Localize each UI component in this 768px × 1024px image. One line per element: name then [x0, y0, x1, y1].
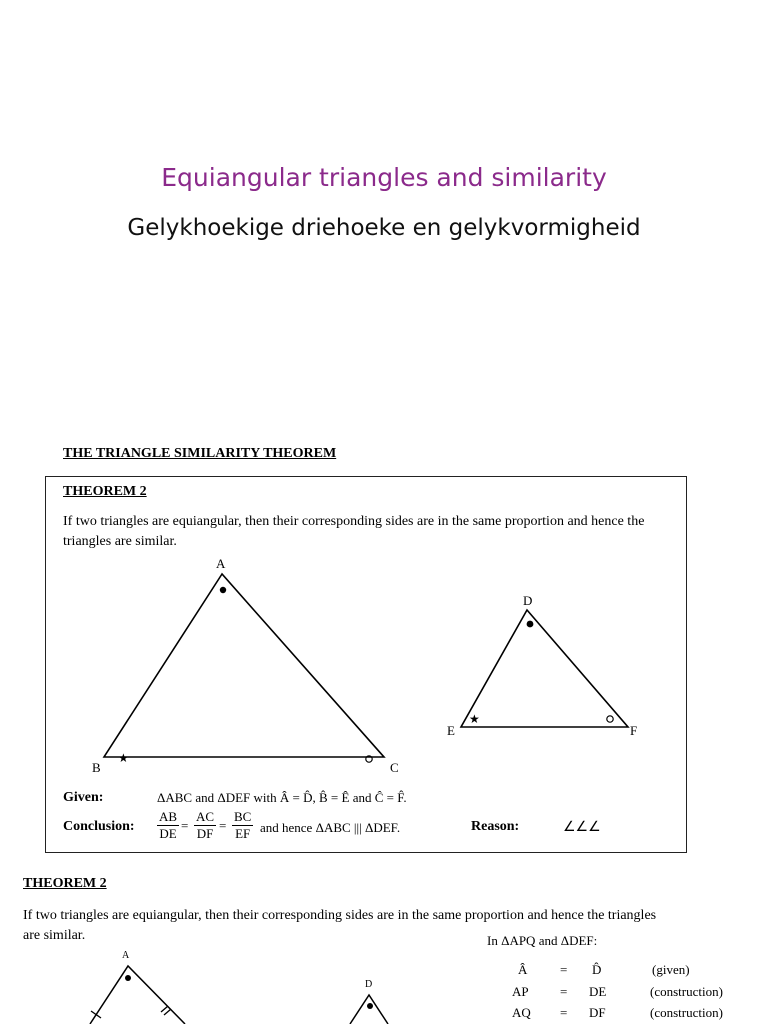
proof-row: [500, 962, 750, 980]
proof-row: [500, 1005, 750, 1023]
vertex-label-e: E: [447, 723, 455, 738]
proof-right: D̂: [592, 962, 602, 977]
given-value: ΔABC and ΔDEF with Â = D̂, B̂ = Ê and Ĉ = F̂.: [157, 790, 407, 805]
conclusion-label: Conclusion:: [63, 819, 135, 834]
fraction-denominator: DF: [196, 826, 214, 841]
tick-mark-aq-1: [161, 1006, 168, 1012]
vertex-label-d-2: D: [365, 979, 373, 990]
angle-e-star-marker: ★: [469, 712, 480, 726]
reason-value: ∠∠∠: [563, 820, 601, 835]
reason-label: Reason:: [471, 819, 520, 834]
proof-left: Â: [518, 962, 528, 977]
vertex-label-a: A: [216, 556, 226, 571]
fraction-ab-de: [157, 809, 179, 842]
triangle-apq-partial: [90, 966, 185, 1024]
fraction-numerator: BC: [234, 809, 252, 824]
vertex-label-a-2: A: [122, 950, 130, 961]
proof-reason: (construction): [650, 1005, 723, 1020]
equals-sign: =: [181, 818, 189, 833]
fraction-numerator: AB: [159, 809, 178, 824]
theorem-repeat-statement: If two triangles are equiangular, then their corresponding sides are in the same proportion and hence the triangles are similar.: [23, 908, 657, 943]
proof-row: [500, 984, 750, 1002]
fraction-ac-df: [194, 809, 216, 842]
fraction-numerator: AC: [196, 809, 215, 824]
proof-reason: (construction): [650, 984, 723, 999]
angle-a-dot-marker-2: [125, 975, 131, 981]
vertex-label-c: C: [390, 760, 399, 775]
proof-left: AP: [512, 984, 529, 999]
theorem-statement: If two triangles are equiangular, then their corresponding sides are in the same proportion and hence the triangles are similar.: [63, 514, 645, 549]
proof-reason: (given): [652, 962, 690, 977]
proof-left: AQ: [512, 1005, 531, 1020]
given-label: Given:: [63, 790, 104, 805]
proof-right: DF: [589, 1005, 606, 1020]
fraction-denominator: EF: [235, 826, 251, 841]
vertex-label-b: B: [92, 760, 101, 775]
proof-right: DE: [589, 984, 607, 999]
angle-b-star-marker: ★: [118, 751, 129, 765]
tick-mark-aq-2: [164, 1009, 171, 1015]
tick-mark-ap: [91, 1011, 101, 1018]
section-heading: THE TRIANGLE SIMILARITY THEOREM: [63, 446, 337, 461]
triangle-def-partial: [350, 995, 388, 1024]
conclusion-text: and hence ΔABC ||| ΔDEF.: [260, 820, 401, 835]
fraction-bc-ef: [232, 809, 253, 842]
proof-eq: =: [560, 1005, 568, 1020]
proof-eq: =: [560, 962, 568, 977]
angle-d-dot-marker-2: [367, 1003, 373, 1009]
slide-subtitle: Gelykhoekige driehoeke en gelykvormigheid: [127, 215, 641, 241]
vertex-label-d: D: [523, 593, 533, 608]
proof-intro: In ΔAPQ and ΔDEF:: [487, 933, 598, 948]
proof-eq: =: [560, 984, 568, 999]
equals-sign: =: [219, 818, 227, 833]
fraction-denominator: DE: [159, 826, 177, 841]
theorem-heading: THEOREM 2: [63, 484, 147, 499]
slide-title: Equiangular triangles and similarity: [161, 163, 607, 192]
vertex-label-f: F: [630, 723, 638, 738]
theorem-repeat-heading: THEOREM 2: [23, 876, 107, 891]
